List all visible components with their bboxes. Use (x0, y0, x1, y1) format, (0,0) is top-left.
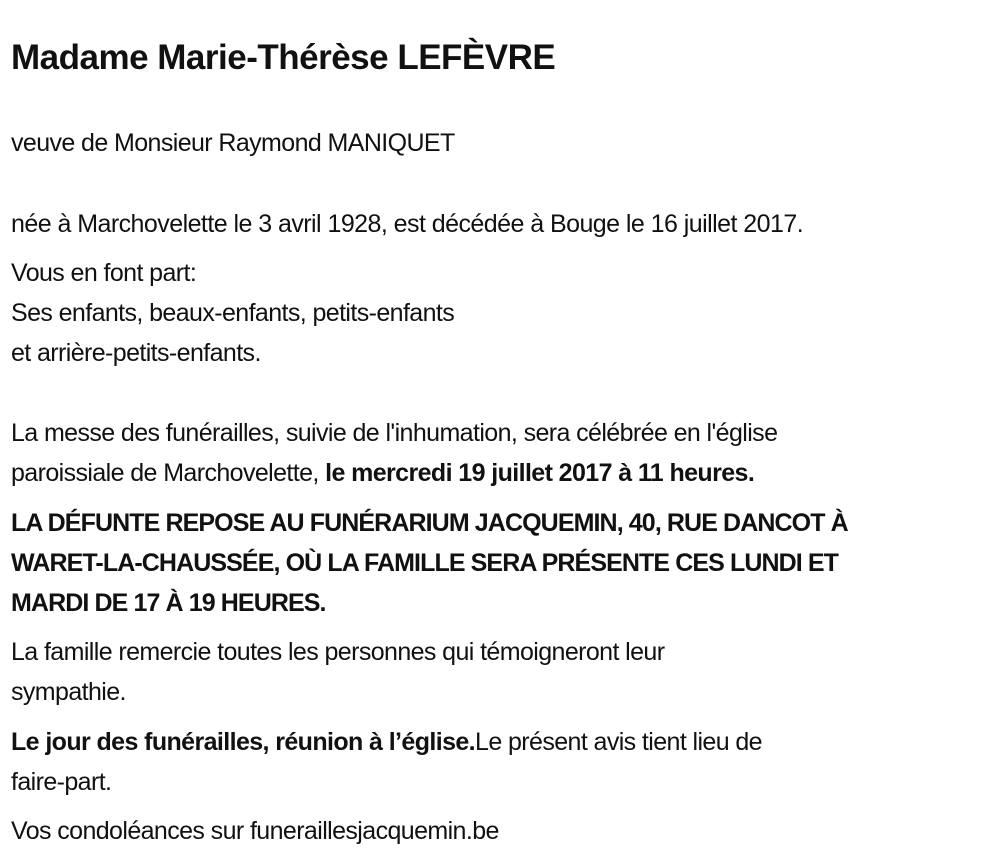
thanks-line-1: La famille remercie toutes les personnes qui témoigneront leur (11, 638, 665, 666)
mass-location: paroissiale de Marchovelette, (11, 459, 326, 487)
widow-of-line: veuve de Monsieur Raymond MANIQUET (11, 129, 455, 157)
deceased-name-title: Madame Marie-Thérèse LEFÈVRE (11, 38, 556, 77)
thanks-line-2: sympathie. (11, 678, 126, 706)
mass-line-1: La messe des funérailles, suivie de l'inhumation, sera célébrée en l'église (11, 419, 778, 447)
condolences-prefix: Vos condoléances sur (11, 817, 250, 845)
meeting-line-1 (11, 727, 762, 757)
condolences-line (11, 816, 499, 846)
funerarium-line-2: WARET-LA-CHAUSSÉE, OÙ LA FAMILLE SERA PRÉSENTE CES LUNDI ET (11, 549, 839, 577)
family-line-1: Ses enfants, beaux-enfants, petits-enfants (11, 299, 455, 327)
birth-death-line: née à Marchovelette le 3 avril 1928, est décédée à Bouge le 16 juillet 2017. (11, 210, 804, 238)
condolences-website-link[interactable]: funeraillesjacquemin.be (249, 817, 499, 845)
faire-part-note: Le présent avis tient lieu de (475, 728, 762, 756)
funerarium-line-3: MARDI DE 17 À 19 HEURES. (11, 589, 326, 617)
meeting-line-2: faire-part. (11, 768, 112, 796)
meeting-info: Le jour des funérailles, réunion à l’église. (11, 728, 476, 756)
funerarium-line-1: LA DÉFUNTE REPOSE AU FUNÉRARIUM JACQUEMIN, 40, RUE DANCOT À (11, 509, 848, 537)
mass-line-2 (11, 458, 754, 488)
mass-date-time: le mercredi 19 juillet 2017 à 11 heures. (325, 459, 755, 487)
family-line-2: et arrière-petits-enfants. (11, 339, 261, 367)
announcement-intro: Vous en font part: (11, 259, 197, 287)
